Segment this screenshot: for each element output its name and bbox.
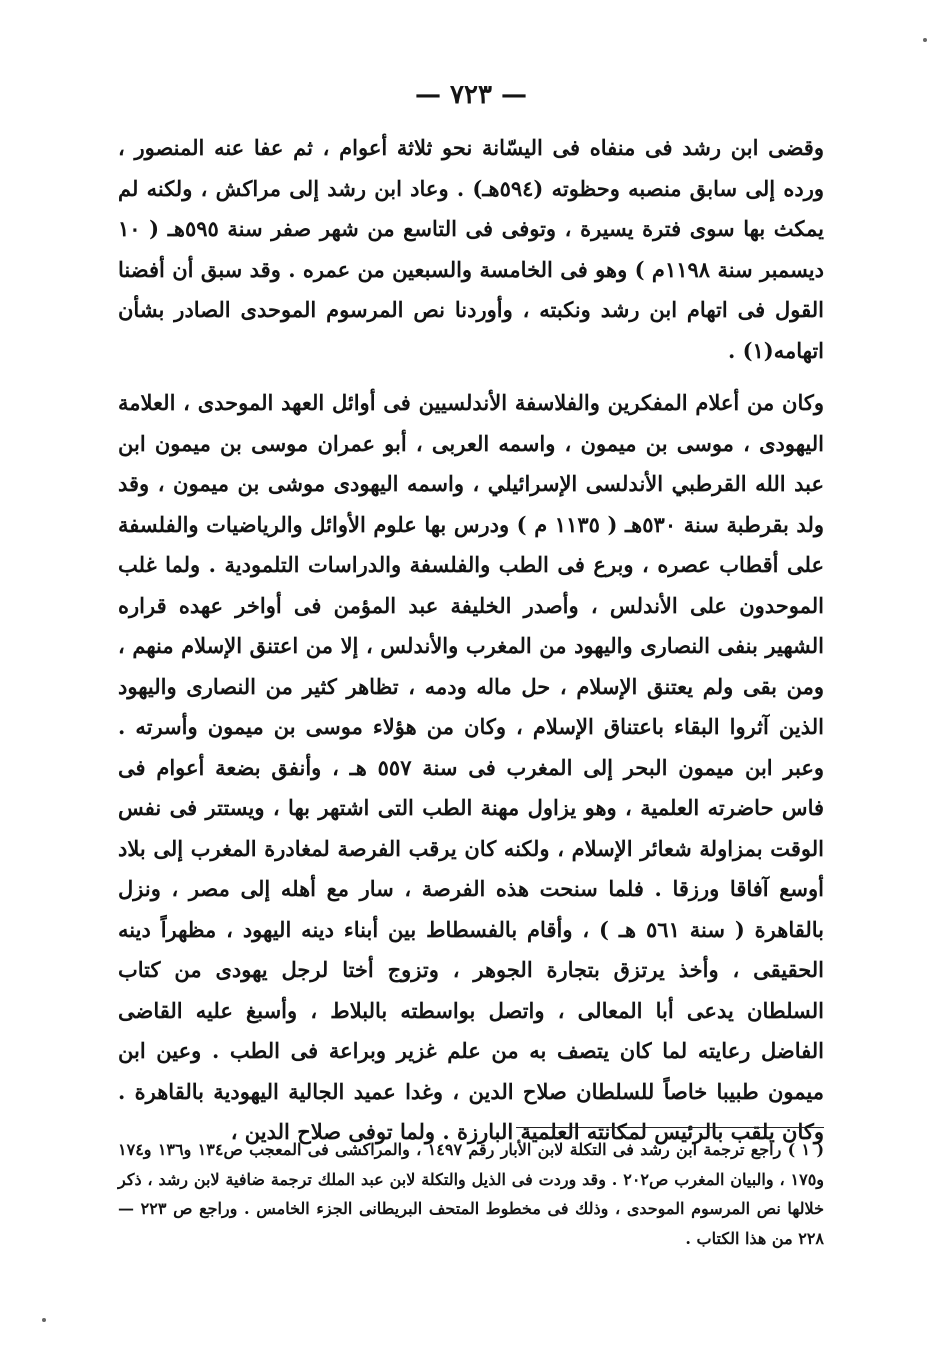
paragraph-ibn-maymun: وكان من أعلام المفكرين والفلاسفة الأندلسيين فى أوائل العهد الموحدى ، العلامة اليهودى ، موسى بن ميمون ، واسمه العربى ، أبو عمران موسى بن ميمون ابن عبد الله القرطبي الأندلسى الإسرائيلي ، واسمه اليهودى موشى بن ميمون ، وقد ولد بقرطبة سنة ٥٣٠هـ ( ١١٣٥ م ) ودرس بها علوم الأوائل والرياضيات والفلسفة على أقطاب عصره ، وبرع فى الطب والفلسفة والدراسات التلمودية . ولما غلب الموحدون على الأندلس ، وأصدر الخليفة عبد المؤمن فى أواخر عهده قراره الشهير بنفى النصارى واليهود من المغرب والأندلس ، إلا من اعتنق الإسلام منهم ، ومن بقى ولم يعتنق الإسلام ، حل ماله ودمه ، تظاهر كثير من النصارى واليهود الذين آثروا البقاء باعتناق الإسلام ، وكان من هؤلاء موسى بن ميمون وأسرته . وعبر ابن ميمون البحر إلى المغرب فى سنة ٥٥٧ هـ ، وأنفق بضعة أعوام فى فاس حاضرته العلمية ، وهو يزاول مهنة الطب التى اشتهر بها ، ويستتر فى نفس الوقت بمزاولة شعائر الإسلام ، ولكنه كان يرقب الفرصة لمغادرة المغرب إلى بلاد أوسع آفاقا ورزقا . فلما سنحت هذه الفرصة ، سار مع أهله إلى مصر ، ونزل بالقاهرة ( سنة ٥٦١ هـ ) ، وأقام بالفسطاط بين أبناء دينه اليهود ، مظهراً دينه الحقيقى ، وأخذ يرتزق بتجارة الجوهر ، وتزوج أختا لرجل يهودى من كتاب السلطان يدعى أبا المعالى ، واتصل بواسطته بالبلاط ، وأسبغ عليه القاضى الفاضل رعايته لما كان يتصف به من علم غزير وبراعة فى الطب . وعين ابن ميمون طبيبا خاصاً للسلطان صلاح الدين ، وغدا عميد الجالية اليهودية بالقاهرة . وكان يلقب بالرئيس لمكانته العلمية البارزة . ولما توفى صلاح الدين ، — [118, 390, 825, 1144]
page-number: — ٧٢٣ — — [414, 80, 528, 110]
paragraph-ibn-rushd: وقضى ابن رشد فى منفاه فى اليسّانة نحو ثلاثة أعوام ، ثم عفا عنه المنصور ، ورده إلى سابق منصبه وحظوته (٥٩٤هـ) . وعاد ابن رشد إلى مراكش ، ولكنه لم يمكث بها سوى فترة يسيرة ، وتوفى فى التاسع من شهر صفر سنة ٥٩٥هـ ( ١٠ ديسمبر سنة ١١٩٨م ) وهو فى الخامسة والسبعين من عمره . وقد سبق أن أفضنا القول فى اتهام ابن رشد ونكبته ، وأوردنا نص المرسوم الموحدى الصادر بشأن اتهامه(١) . — [118, 135, 825, 363]
footnote: ( ١ ) راجع ترجمة ابن رشد فى التكلة لابن الأبار رقم ١٤٩٧ ، والمراكشى فى المعجب ص١٣٤ و١٣٦ و١٧٤ و١٧٥ ، والبيان المغرب ص٢٠٢ . وقد وردت فى الذيل والتكلة لابن عبد الملك ترجمة ضافية لابن رشد ، ذكر خلالها نص المرسوم الموحدى ، وذلك فى مخطوط المتحف البريطانى الجزء الخامس . وراجع ص ٢٢٣ — ٢٢٨ من هذا الكتاب . — [118, 1140, 825, 1248]
scan-speck — [923, 38, 927, 42]
footnote-divider — [516, 1127, 824, 1128]
main-text — [118, 128, 824, 1153]
scan-speck — [42, 1318, 46, 1322]
